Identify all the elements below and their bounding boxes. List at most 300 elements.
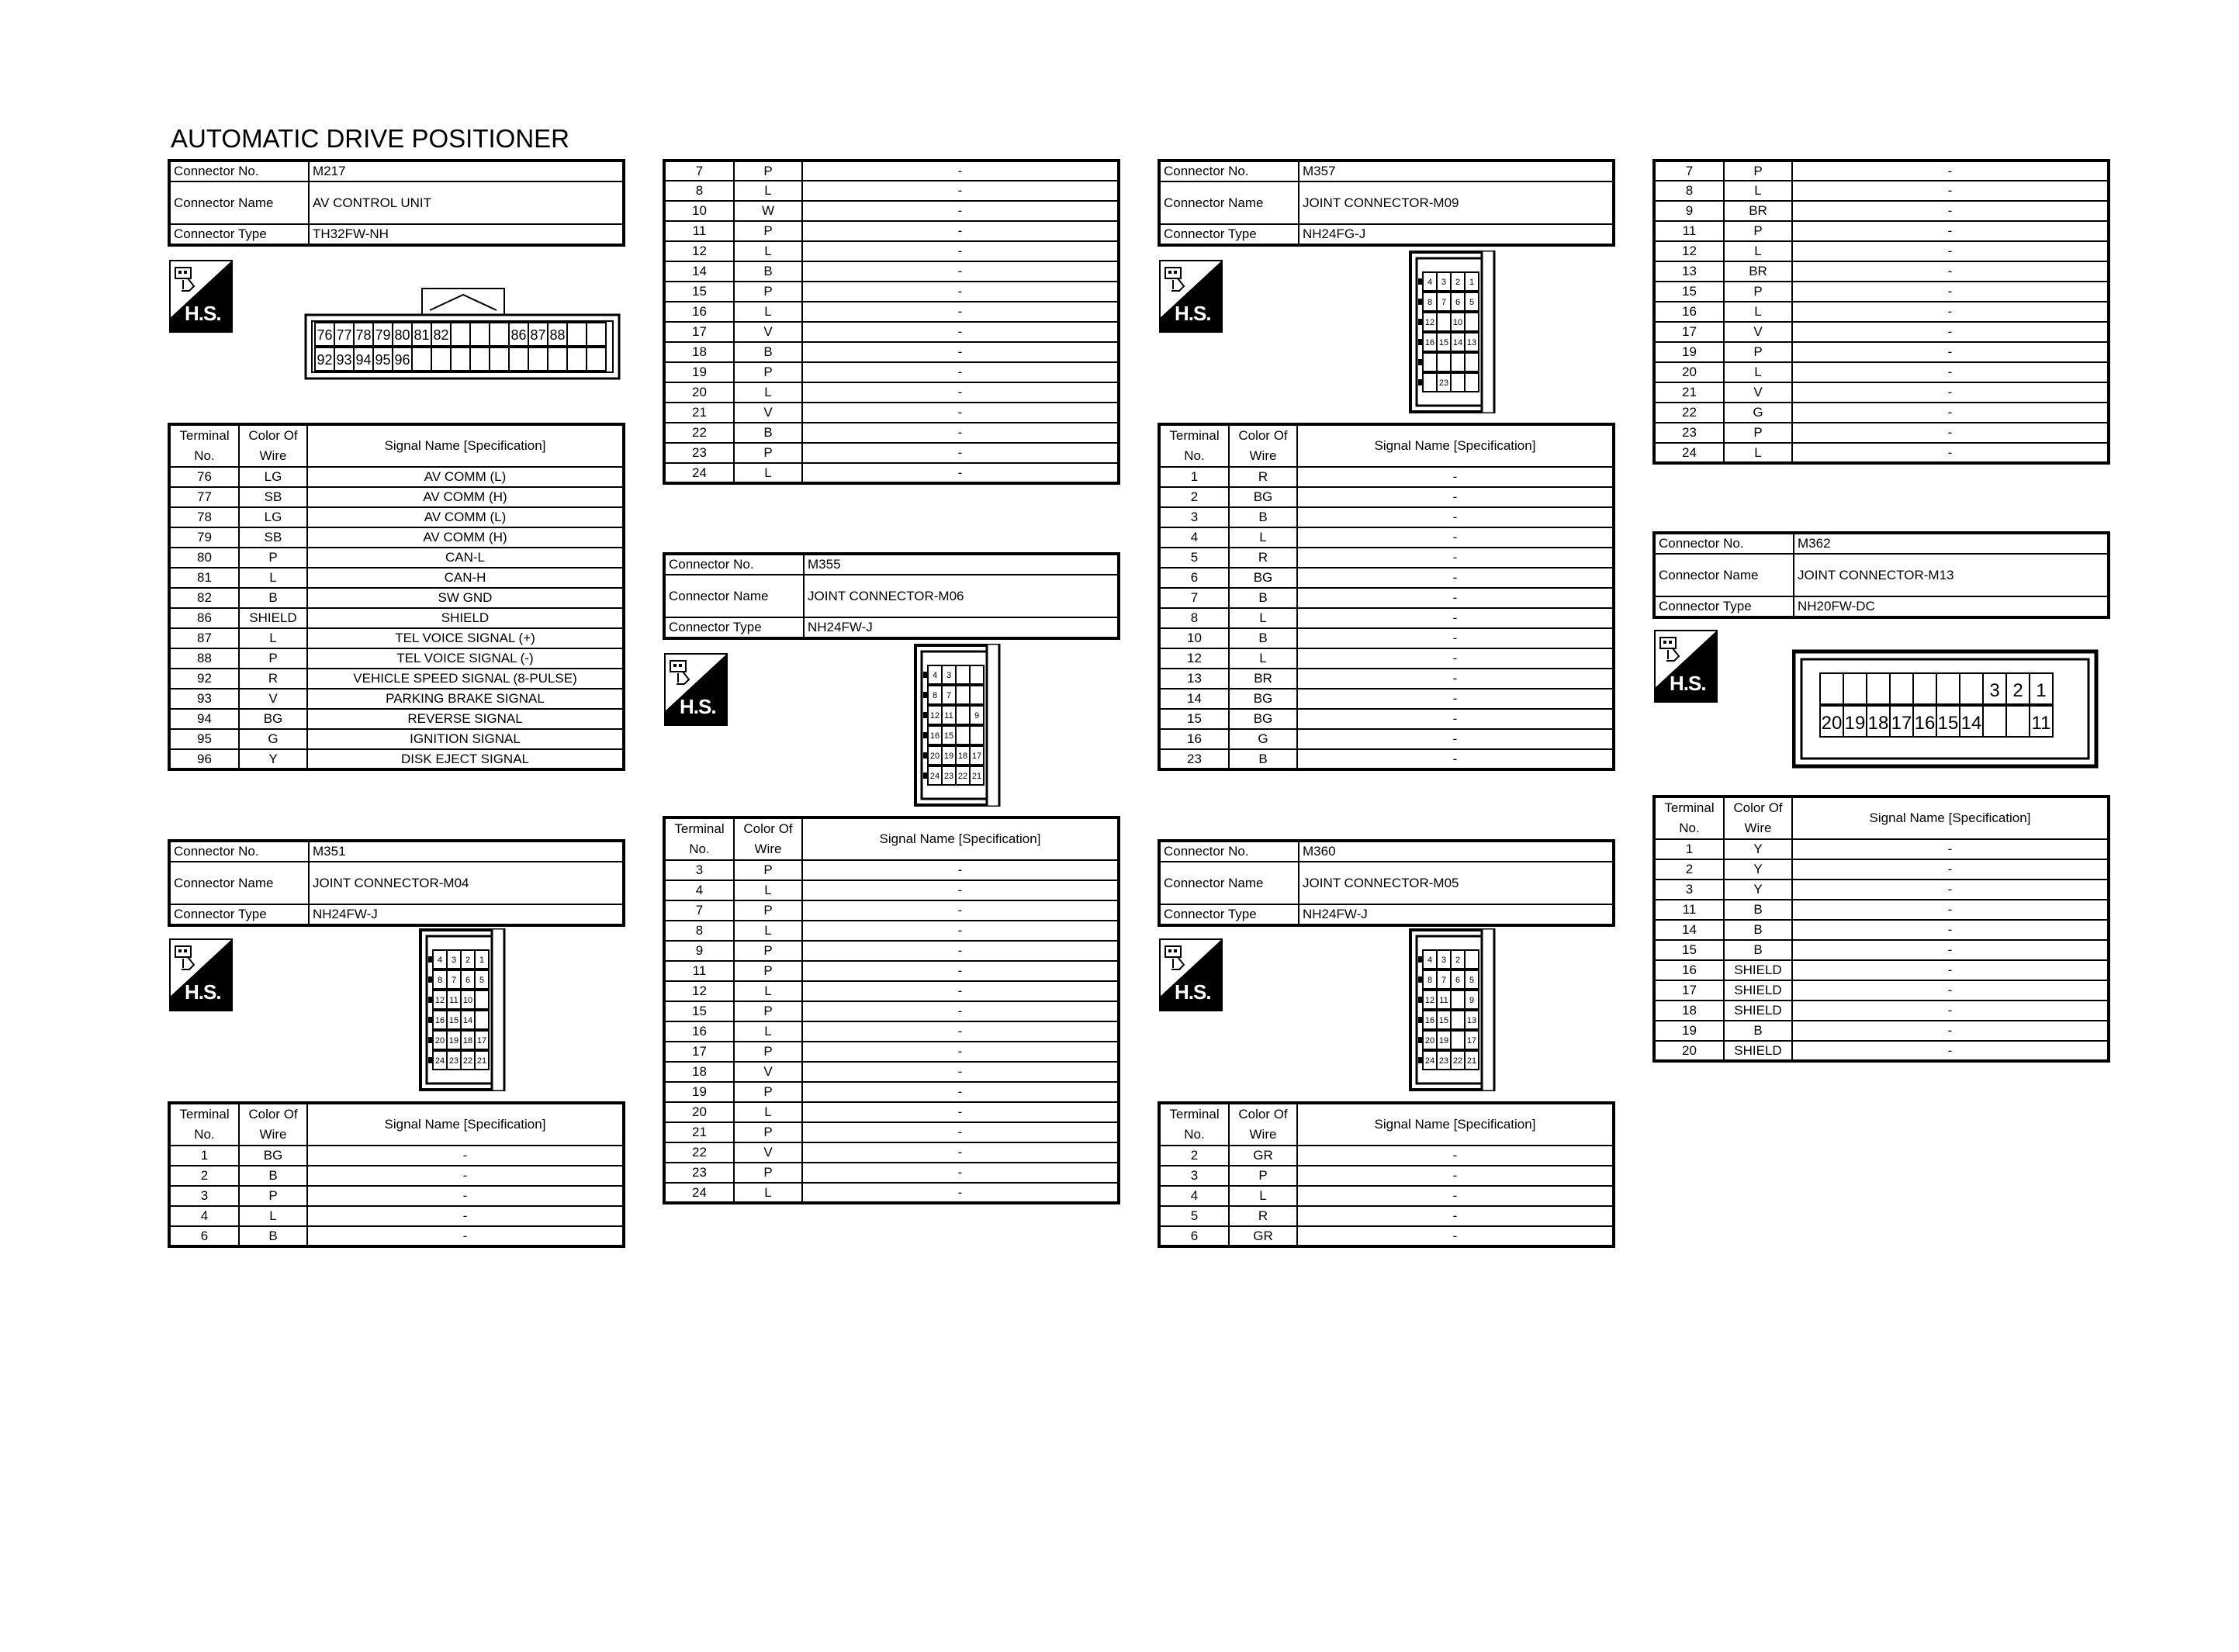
terminal-no-cell: 82 <box>169 588 239 608</box>
signal-name-cell: - <box>802 880 1119 900</box>
table-row <box>1159 548 1614 568</box>
m362-connector-face <box>1792 645 2102 769</box>
terminal-no-cell: 7 <box>664 161 734 181</box>
terminal-no-cell: 3 <box>664 860 734 880</box>
wire-color-cell: Y <box>239 749 307 769</box>
table-row <box>1159 729 1614 749</box>
pin-label: 23 <box>1438 1056 1449 1066</box>
pin-label: 20 <box>1424 1036 1435 1045</box>
m355-connector-face <box>911 644 1004 807</box>
signal-name-cell: REVERSE SIGNAL <box>307 709 624 729</box>
wire-color-cell: BG <box>1229 568 1297 588</box>
hs-icon <box>1654 630 1718 703</box>
signal-name-cell: PARKING BRAKE SIGNAL <box>307 689 624 709</box>
signal-name-cell: - <box>1792 282 2109 302</box>
wire-color-cell: P <box>734 443 802 463</box>
terminal-no-cell: 15 <box>664 282 734 302</box>
wire-color-cell: BR <box>1724 261 1792 282</box>
m351-continued-table <box>663 159 1120 485</box>
terminal-no-cell: 20 <box>664 1102 734 1122</box>
terminal-no-cell: 18 <box>664 1062 734 1082</box>
table-row <box>1159 588 1614 608</box>
signal-name-header-line: Signal Name [Specification] <box>1374 1117 1536 1132</box>
signal-name-cell: - <box>1792 940 2109 960</box>
wire-color-cell: P <box>734 1042 802 1062</box>
pin-label: 15 <box>1937 713 1959 734</box>
table-row <box>664 181 1119 201</box>
terminal-no-cell: 9 <box>664 941 734 961</box>
connector-name-value: JOINT CONNECTOR-M06 <box>804 575 1119 617</box>
pin-label: 2 <box>465 956 471 965</box>
signal-name-cell: AV COMM (L) <box>307 467 624 487</box>
pin-label: 2 <box>2012 680 2023 701</box>
terminal-table <box>168 1101 625 1248</box>
table-row <box>664 1021 1119 1042</box>
table-row <box>1654 322 2109 342</box>
wire-color-cell: R <box>1229 1206 1297 1226</box>
pin-label: 95 <box>375 352 391 368</box>
terminal-no-cell: 9 <box>1654 201 1724 221</box>
pin-label: 12 <box>1424 996 1435 1005</box>
terminal-no-cell: 10 <box>1159 628 1229 648</box>
signal-name-cell: - <box>802 181 1119 201</box>
wire-color-cell: W <box>734 201 802 221</box>
terminal-no-header <box>169 424 239 467</box>
wire-color-cell: P <box>734 221 802 241</box>
pin-label: 10 <box>462 996 473 1005</box>
table-row <box>664 261 1119 282</box>
terminal-no-cell: 8 <box>1159 608 1229 628</box>
signal-name-cell: - <box>1297 1166 1614 1186</box>
signal-name-cell: SW GND <box>307 588 624 608</box>
terminal-no-cell: 7 <box>664 900 734 921</box>
connector-type-value: NH20FW-DC <box>1794 596 2109 617</box>
wire-color-header-line: Color Of <box>248 428 298 443</box>
pin-label: 12 <box>434 996 445 1005</box>
table-row <box>169 608 624 628</box>
connector-type-value: TH32FW-NH <box>309 224 624 245</box>
wire-color-cell: SB <box>239 487 307 507</box>
wire-color-cell: P <box>1724 342 1792 362</box>
terminal-no-cell: 4 <box>664 880 734 900</box>
signal-name-cell: - <box>1792 403 2109 423</box>
signal-name-cell: - <box>802 1062 1119 1082</box>
table-row <box>1159 1186 1614 1206</box>
wire-color-cell: G <box>1229 729 1297 749</box>
terminal-table <box>663 159 1120 485</box>
wire-color-cell: L <box>1229 648 1297 669</box>
signal-name-cell: - <box>1792 1041 2109 1061</box>
wire-color-cell: R <box>239 669 307 689</box>
wire-color-cell: V <box>1724 322 1792 342</box>
terminal-no-header-line: No. <box>1679 821 1700 835</box>
pin-label: 9 <box>974 711 980 721</box>
pin-label: 21 <box>476 1056 487 1066</box>
table-row <box>1654 980 2109 1001</box>
connector-type-label: Connector Type <box>1159 224 1299 245</box>
signal-name-cell: - <box>802 941 1119 961</box>
table-row <box>169 548 624 568</box>
terminal-no-cell: 11 <box>664 961 734 981</box>
terminal-no-cell: 8 <box>664 181 734 201</box>
table-row <box>664 880 1119 900</box>
wire-color-cell: B <box>239 1226 307 1246</box>
signal-name-header <box>1792 797 2109 839</box>
signal-name-cell: - <box>307 1166 624 1186</box>
wire-color-cell: P <box>1724 221 1792 241</box>
table-row <box>664 221 1119 241</box>
table-row <box>1654 423 2109 443</box>
terminal-no-cell: 15 <box>1654 282 1724 302</box>
table-row <box>169 749 624 769</box>
hs-icon <box>664 653 728 726</box>
terminal-no-header-line: Terminal <box>674 821 725 836</box>
wire-color-cell: L <box>734 1102 802 1122</box>
connector-name-label: Connector Name <box>169 181 309 224</box>
table-row <box>664 161 1119 181</box>
pin-label: 78 <box>355 327 372 343</box>
connector-name-label: Connector Name <box>1654 554 1794 596</box>
table-header-row <box>1159 1103 1614 1146</box>
signal-name-cell: - <box>1297 1206 1614 1226</box>
wire-color-cell: L <box>734 1021 802 1042</box>
wire-color-cell: P <box>734 900 802 921</box>
connector-no-value: M360 <box>1299 841 1614 862</box>
pin-label: 3 <box>946 671 952 680</box>
table-row <box>1654 1021 2109 1041</box>
wire-color-cell: L <box>1229 527 1297 548</box>
terminal-no-header-line: No. <box>689 842 710 856</box>
pin-label: 3 <box>1441 278 1447 287</box>
signal-name-cell: - <box>802 921 1119 941</box>
terminal-no-cell: 94 <box>169 709 239 729</box>
wire-color-cell: BG <box>1229 709 1297 729</box>
wire-color-header-line: Wire <box>1249 448 1277 463</box>
table-row <box>664 1042 1119 1062</box>
signal-name-cell: - <box>1297 648 1614 669</box>
signal-name-cell: - <box>1792 880 2109 900</box>
m362-connector-diagram <box>1792 645 2102 773</box>
pin-label: 17 <box>1466 1036 1477 1045</box>
wire-color-cell: SHIELD <box>1724 980 1792 1001</box>
table-row <box>169 1206 624 1226</box>
signal-name-cell: - <box>1792 1021 2109 1041</box>
wire-color-header <box>1229 424 1297 467</box>
wire-color-header-line: Color Of <box>743 821 793 836</box>
table-row <box>1654 403 2109 423</box>
terminal-no-cell: 15 <box>1654 940 1724 960</box>
m360-connector-face <box>1406 928 1499 1091</box>
connector-no-value: M357 <box>1299 161 1614 181</box>
wire-color-cell: P <box>239 1186 307 1206</box>
table-row <box>1654 261 2109 282</box>
pin-label: 23 <box>448 1056 459 1066</box>
pin-label: 15 <box>1438 338 1449 347</box>
signal-name-cell: - <box>307 1186 624 1206</box>
terminal-no-cell: 16 <box>1654 960 1724 980</box>
wire-color-cell: SHIELD <box>239 608 307 628</box>
table-row <box>1654 443 2109 463</box>
connector-no-value: M362 <box>1794 533 2109 554</box>
wire-color-cell: SHIELD <box>1724 1001 1792 1021</box>
terminal-no-cell: 21 <box>1654 382 1724 403</box>
pin-label: 3 <box>1441 956 1447 965</box>
wire-color-cell: L <box>1724 181 1792 201</box>
terminal-no-cell: 4 <box>1159 527 1229 548</box>
terminal-no-cell: 8 <box>664 921 734 941</box>
wire-color-cell: L <box>734 981 802 1001</box>
pin-label: 19 <box>1438 1036 1449 1045</box>
terminal-no-cell: 16 <box>1159 729 1229 749</box>
terminal-no-cell: 24 <box>1654 443 1724 463</box>
table-row <box>1159 568 1614 588</box>
table-row <box>1654 839 2109 859</box>
terminal-no-cell: 17 <box>1654 980 1724 1001</box>
terminal-no-cell: 23 <box>664 443 734 463</box>
signal-name-cell: - <box>1297 1226 1614 1246</box>
signal-name-cell: - <box>1297 608 1614 628</box>
wire-color-cell: B <box>1229 588 1297 608</box>
wire-color-header-line: Wire <box>1744 821 1772 835</box>
terminal-no-cell: 12 <box>664 241 734 261</box>
m355-info-table <box>663 552 1120 640</box>
terminal-no-cell: 14 <box>1654 920 1724 940</box>
pin-label: 22 <box>957 772 968 781</box>
pin-label: 79 <box>375 327 391 343</box>
pin-label: 22 <box>1452 1056 1463 1066</box>
table-row <box>1654 201 2109 221</box>
pin-label: 86 <box>510 327 527 343</box>
table-row <box>664 241 1119 261</box>
table-row <box>169 689 624 709</box>
wire-color-cell: L <box>1229 1186 1297 1206</box>
wire-color-cell: P <box>734 161 802 181</box>
terminal-no-cell: 2 <box>1159 1146 1229 1166</box>
signal-name-cell: - <box>802 1082 1119 1102</box>
table-row <box>1159 1166 1614 1186</box>
terminal-no-cell: 12 <box>1654 241 1724 261</box>
wire-color-cell: G <box>1724 403 1792 423</box>
signal-name-cell: - <box>1297 568 1614 588</box>
connector-type-label: Connector Type <box>1654 596 1794 617</box>
pin-label: 21 <box>1466 1056 1477 1066</box>
terminal-no-cell: 13 <box>1654 261 1724 282</box>
pin-label: 13 <box>1466 1016 1477 1025</box>
pin-label: 24 <box>1424 1056 1435 1066</box>
m351-terminal-table <box>168 1101 625 1248</box>
connector-name-value: JOINT CONNECTOR-M13 <box>1794 554 2109 596</box>
signal-name-cell: - <box>1792 920 2109 940</box>
signal-name-cell: - <box>802 302 1119 322</box>
signal-name-cell: - <box>1792 241 2109 261</box>
table-row <box>664 322 1119 342</box>
wire-color-cell: B <box>734 342 802 362</box>
pin-label: 1 <box>1469 278 1475 287</box>
pin-label: 7 <box>1441 298 1447 307</box>
table-row <box>1654 900 2109 920</box>
table-row <box>1159 467 1614 487</box>
signal-name-cell: TEL VOICE SIGNAL (-) <box>307 648 624 669</box>
terminal-no-header <box>1159 424 1229 467</box>
connector-name-label: Connector Name <box>664 575 804 617</box>
signal-name-cell: - <box>1792 980 2109 1001</box>
table-header-row <box>169 1103 624 1146</box>
signal-name-cell: - <box>1297 628 1614 648</box>
table-row <box>1159 628 1614 648</box>
terminal-no-cell: 2 <box>1159 487 1229 507</box>
terminal-no-cell: 88 <box>169 648 239 669</box>
table-row <box>169 669 624 689</box>
pin-label: 87 <box>530 327 546 343</box>
signal-name-cell: CAN-H <box>307 568 624 588</box>
wire-color-cell: P <box>734 282 802 302</box>
table-row <box>169 588 624 608</box>
wire-color-cell: L <box>239 1206 307 1226</box>
wire-color-cell: P <box>734 1122 802 1142</box>
wire-color-cell: B <box>1229 628 1297 648</box>
signal-name-cell: - <box>1792 839 2109 859</box>
wire-color-cell: L <box>734 302 802 322</box>
table-row <box>664 382 1119 403</box>
terminal-no-header-line: No. <box>194 1127 215 1142</box>
pin-label: 82 <box>433 327 449 343</box>
wire-color-cell: Y <box>1724 839 1792 859</box>
pin-label: 23 <box>943 772 954 781</box>
signal-name-cell: - <box>802 403 1119 423</box>
table-row <box>664 1062 1119 1082</box>
table-row <box>664 443 1119 463</box>
m357-connector-diagram <box>1406 251 1499 417</box>
terminal-no-cell: 7 <box>1654 161 1724 181</box>
signal-name-cell: - <box>802 900 1119 921</box>
wire-color-cell: L <box>1724 362 1792 382</box>
terminal-no-cell: 16 <box>1654 302 1724 322</box>
signal-name-cell: - <box>1792 342 2109 362</box>
signal-name-cell: DISK EJECT SIGNAL <box>307 749 624 769</box>
wire-color-cell: B <box>1724 1021 1792 1041</box>
signal-name-cell: - <box>802 1183 1119 1203</box>
table-row <box>1159 608 1614 628</box>
hs-label: H.S. <box>1175 980 1211 1004</box>
terminal-no-cell: 22 <box>664 423 734 443</box>
terminal-no-cell: 24 <box>664 1183 734 1203</box>
terminal-no-cell: 7 <box>1159 588 1229 608</box>
signal-name-cell: - <box>1792 201 2109 221</box>
signal-name-cell: - <box>307 1226 624 1246</box>
pin-label: 16 <box>1424 1016 1435 1025</box>
wire-color-header <box>1724 797 1792 839</box>
connector-no-label: Connector No. <box>169 161 309 181</box>
signal-name-header <box>307 1103 624 1146</box>
signal-name-cell: - <box>802 1142 1119 1163</box>
wire-color-cell: B <box>1229 749 1297 769</box>
terminal-no-header <box>664 817 734 860</box>
connector-type-label: Connector Type <box>664 617 804 638</box>
table-row <box>1654 960 2109 980</box>
connector-type-value: NH24FW-J <box>804 617 1119 638</box>
terminal-no-cell: 96 <box>169 749 239 769</box>
wire-color-cell: P <box>734 1001 802 1021</box>
table-row <box>1159 487 1614 507</box>
table-row <box>664 362 1119 382</box>
table-header-row <box>664 817 1119 860</box>
wire-color-cell: P <box>734 1163 802 1183</box>
signal-name-cell: - <box>802 382 1119 403</box>
terminal-no-header-line: No. <box>1184 1127 1205 1142</box>
table-row <box>169 729 624 749</box>
pin-label: 1 <box>2036 680 2047 701</box>
connector-type-value: NH24FG-J <box>1299 224 1614 245</box>
table-row <box>169 648 624 669</box>
wire-color-cell: B <box>1724 920 1792 940</box>
pin-label: 5 <box>479 976 485 985</box>
wire-color-cell: V <box>734 1142 802 1163</box>
table-header-row <box>169 424 624 467</box>
signal-name-cell: - <box>802 981 1119 1001</box>
pin-label: 16 <box>1424 338 1435 347</box>
connector-type-label: Connector Type <box>1159 904 1299 925</box>
wire-color-cell: B <box>239 588 307 608</box>
wire-color-cell: L <box>734 241 802 261</box>
signal-name-cell: - <box>802 463 1119 483</box>
connector-no-value: M217 <box>309 161 624 181</box>
wire-color-cell: L <box>239 628 307 648</box>
signal-name-header <box>1297 424 1614 467</box>
terminal-no-cell: 4 <box>169 1206 239 1226</box>
terminal-no-header-line: Terminal <box>1169 1107 1220 1121</box>
terminal-no-cell: 20 <box>664 382 734 403</box>
signal-name-cell: - <box>802 1122 1119 1142</box>
terminal-no-cell: 11 <box>664 221 734 241</box>
wire-color-header-line: Wire <box>1249 1127 1277 1142</box>
signal-name-cell: - <box>1792 322 2109 342</box>
terminal-no-cell: 2 <box>1654 859 1724 880</box>
table-row <box>664 302 1119 322</box>
wire-color-cell: LG <box>239 507 307 527</box>
pin-label: 88 <box>549 327 566 343</box>
wire-color-cell: Y <box>1724 859 1792 880</box>
wire-color-cell: B <box>734 261 802 282</box>
terminal-table <box>663 816 1120 1204</box>
table-row <box>1159 648 1614 669</box>
table-row <box>169 628 624 648</box>
table-row <box>1654 241 2109 261</box>
table-row <box>1159 669 1614 689</box>
pin-label: 20 <box>434 1036 445 1045</box>
terminal-no-cell: 77 <box>169 487 239 507</box>
table-row <box>664 961 1119 981</box>
hs-icon <box>169 938 233 1011</box>
pin-label: 8 <box>1427 976 1433 985</box>
signal-name-cell: - <box>802 261 1119 282</box>
terminal-no-cell: 14 <box>664 261 734 282</box>
signal-name-cell: SHIELD <box>307 608 624 628</box>
pin-label: 21 <box>971 772 982 781</box>
pin-label: 19 <box>448 1036 459 1045</box>
table-row <box>169 1166 624 1186</box>
connector-no-label: Connector No. <box>1159 161 1299 181</box>
terminal-no-cell: 6 <box>1159 1226 1229 1246</box>
connector-hand-icon <box>1162 263 1192 292</box>
hs-label: H.S. <box>680 695 716 718</box>
terminal-no-cell: 2 <box>169 1166 239 1186</box>
signal-name-cell: - <box>802 1163 1119 1183</box>
terminal-no-cell: 6 <box>1159 568 1229 588</box>
wire-color-cell: LG <box>239 467 307 487</box>
terminal-no-cell: 3 <box>1159 1166 1229 1186</box>
wire-color-cell: BG <box>1229 689 1297 709</box>
table-row <box>169 467 624 487</box>
